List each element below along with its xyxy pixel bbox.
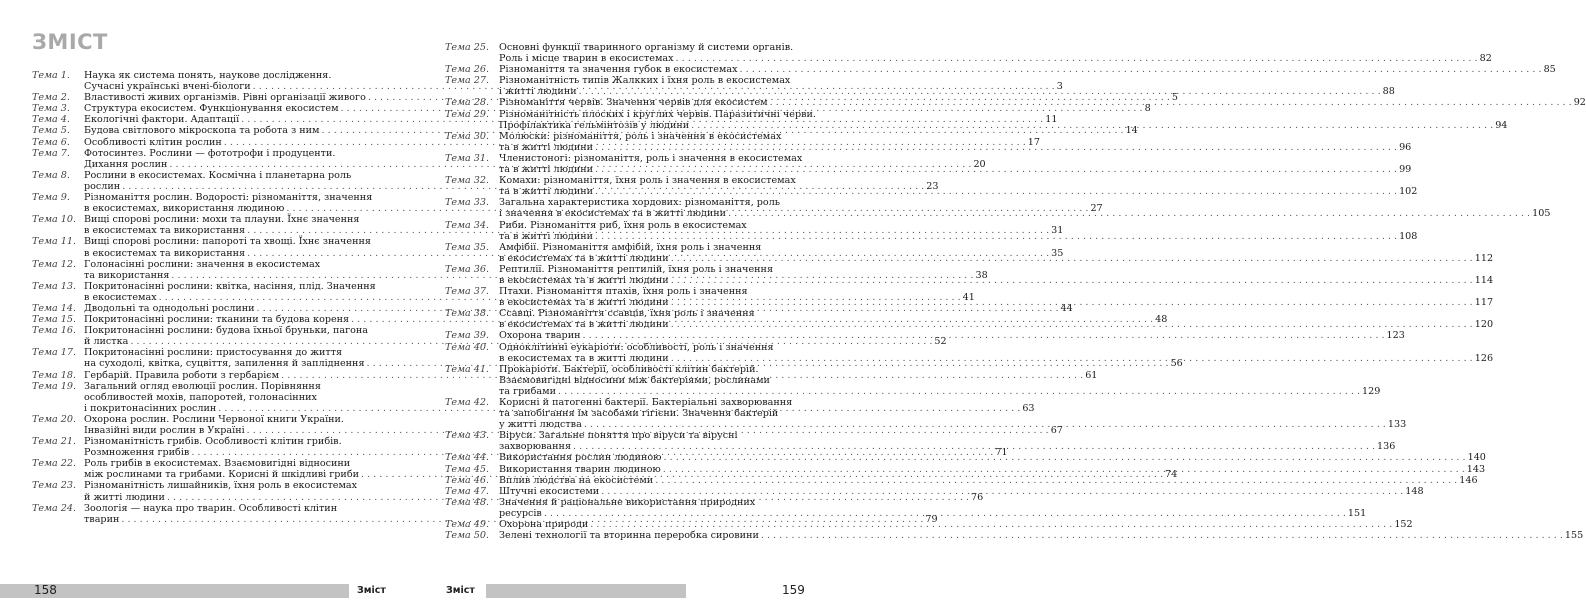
toc-line-text: Різноманіття рослин. Водорості: різноманіття, значення [84, 192, 373, 204]
toc-page-number: 3 [1056, 81, 1063, 93]
toc-page-number: 74 [1165, 469, 1178, 481]
page-number-left: 158 [34, 583, 57, 597]
toc-entry-label: Тема 39. [445, 330, 490, 342]
footer-title-right: Зміст [446, 585, 475, 596]
toc-page-number: 17 [1027, 136, 1040, 148]
toc-entry-line [499, 530, 1584, 542]
toc-entry-label: Тема 12. [32, 258, 77, 270]
toc-entry-label: Тема 46. [445, 474, 490, 486]
toc-entry-label: Тема 45. [445, 463, 490, 475]
toc-page-number: 23 [926, 180, 939, 192]
toc-entry [445, 530, 1584, 542]
toc-line-text: Штучні екосистеми [499, 485, 600, 497]
toc-entry-label: Тема 33. [445, 197, 490, 209]
toc-line-text: Рослини в екосистемах. Космічна і планетарна роль [84, 169, 352, 181]
toc-entry-line [499, 430, 772, 441]
toc-line-text: Птахи. Різноманіття птахів, їхня роль і значення [499, 286, 748, 298]
toc-line-text: в екосистемах та використання [84, 247, 246, 259]
dot-leader [768, 97, 1574, 108]
toc-line-text: Віруси. Загальне поняття про віруси та вірусні [499, 430, 738, 442]
dot-leader [759, 530, 1565, 541]
toc-line-text: в екосистемах та в житті людини [499, 352, 669, 364]
toc-entry-label: Тема 19. [32, 380, 77, 392]
toc-line-text: Покритонасінні рослини: будова їхньої бруньки, пагона [84, 325, 369, 337]
toc-line-text: у житті людства [499, 419, 582, 431]
toc-entry [445, 42, 1492, 65]
toc-page-number: 88 [1382, 86, 1395, 98]
dot-leader [556, 386, 1362, 397]
toc-line-text: Покритонасінні рослини: пристосування до життя [84, 347, 343, 359]
toc-entry-line [84, 503, 370, 514]
toc-page-number: 11 [1045, 114, 1058, 126]
toc-entry-line [499, 86, 1395, 98]
toc-entry-label: Тема 31. [445, 152, 490, 164]
toc-entry-line [84, 480, 370, 491]
toc-page-number: 146 [1459, 474, 1478, 486]
toc-line-text: Охорона тварин [499, 330, 581, 342]
toc-line-text: Значення й раціональне використання природних [499, 496, 756, 508]
toc-page-number: 67 [1050, 425, 1063, 436]
toc-entry-line [84, 170, 370, 181]
toc-entry-label: Тема 3. [32, 103, 70, 115]
toc-entry-label: Тема 47. [445, 485, 490, 497]
toc-line-text: Використання тварин людиною [499, 463, 661, 475]
toc-entry-label: Тема 21. [32, 436, 77, 448]
toc-entry-label: Тема 36. [445, 263, 490, 275]
toc-page-number: 52 [934, 336, 947, 348]
toc-entry-label: Тема 22. [32, 458, 77, 470]
toc-line-text: і житті людини [499, 86, 577, 98]
dot-leader [689, 120, 1495, 131]
toc-line-text: та в житті людини [499, 164, 594, 176]
toc-line-text: Рептилії. Різноманіття рептилій, їхня роль і значення [499, 263, 774, 275]
toc-page-number: 133 [1387, 419, 1407, 431]
toc-entry-label: Тема 24. [32, 502, 77, 514]
toc-page-number: 143 [1466, 463, 1486, 475]
toc-line-text: в екосистемах [84, 291, 157, 303]
toc-entry-label: Тема 15. [32, 314, 77, 326]
dot-leader [669, 319, 1475, 330]
toc-page-number: 85 [1543, 64, 1556, 76]
toc-line-text: Різноманітність грибів. Особливості клітин грибів. [84, 436, 342, 448]
toc-line-text: Основні функції тваринного організму й системи органів. [499, 42, 794, 53]
dot-leader [738, 64, 1544, 75]
toc-entry-line [84, 392, 370, 403]
dot-leader [669, 353, 1475, 364]
toc-line-text: Ссавці. Різноманіття ссавців, їхня роль і значення [499, 308, 755, 320]
toc-entry-line [499, 286, 772, 297]
toc-entry-label: Тема 48. [445, 496, 490, 508]
toc-line-text: Наука як система понять, наукове дослідження. [84, 70, 332, 81]
toc-line-text: ресурсів [499, 507, 542, 519]
toc-line-text: Загальна характеристика хордових: різноманіття, роль [499, 197, 781, 209]
toc-line-text: тварин [84, 513, 120, 525]
toc-line-text: в екосистемах та в житті людини [499, 319, 669, 331]
toc-entry-line [499, 397, 793, 408]
toc-entry-line [84, 458, 370, 469]
toc-entry-line [499, 42, 794, 53]
toc-entry [445, 75, 1395, 98]
toc-entry-line [499, 75, 791, 87]
footer-title-left: Зміст [357, 585, 386, 596]
toc-entry-line [499, 108, 816, 120]
toc-entry-label: Тема 6. [32, 136, 70, 148]
toc-line-text: Молюски: різноманіття, роль і значення в екосистемах [499, 130, 782, 142]
toc-page-number: 76 [970, 491, 984, 503]
dot-leader [581, 330, 1387, 341]
toc-entry-label: Тема 49. [445, 519, 490, 531]
toc-entry-label: Тема 27. [445, 75, 490, 87]
toc-entry-line [499, 364, 772, 375]
toc-entry-label: Тема 10. [32, 214, 77, 226]
toc-line-text: Структура екосистем. Функціонування екосистем [84, 103, 339, 115]
toc-entry-label: Тема 9. [32, 192, 70, 204]
toc-entry-text [499, 97, 1586, 109]
toc-page-number: 92 [1573, 97, 1586, 109]
toc-page-number: 5 [1171, 92, 1179, 104]
toc-page-number: 14 [1125, 125, 1138, 137]
toc-entry-line [84, 148, 370, 159]
toc-entry-label: Тема 25. [445, 42, 490, 53]
toc-entry-line [499, 220, 772, 231]
toc-page-number: 148 [1405, 485, 1424, 497]
toc-entry-line [499, 130, 782, 142]
dot-leader [593, 231, 1399, 242]
toc-line-text: Інвазійні види рослин в Україні [84, 425, 245, 436]
toc-line-text: Прокаріоти. Бактерії, особливості клітин бактерій. [499, 363, 759, 375]
footer-bar-right [486, 584, 686, 598]
toc-entry-line [499, 242, 772, 253]
toc-entry-text [499, 75, 1395, 98]
toc-line-text: Покритонасінні рослини: квітка, насіння, плід. Значення [84, 280, 376, 292]
toc-entry-label: Тема 8. [32, 169, 70, 181]
toc-entry-line [84, 381, 370, 392]
toc-entry-line [84, 436, 370, 447]
toc-line-text: Будова світлового мікроскопа та робота з ним [84, 125, 320, 137]
toc-line-text: та запобігання їм засобами гігієни. Значення бактерій [499, 408, 779, 420]
toc-entry-line [84, 414, 370, 425]
toc-entry-line [499, 342, 772, 353]
toc-line-text: Вплив людства на екосистеми [499, 474, 654, 486]
toc-line-text: Фотосинтез. Рослини — фототрофи і продуценти. [84, 147, 336, 159]
toc-entry-label: Тема 41. [445, 363, 490, 375]
toc-page-number: 20 [973, 158, 986, 170]
toc-entry-line [499, 308, 772, 319]
toc-entry-line [499, 152, 803, 164]
dot-leader [669, 253, 1475, 264]
toc-line-text: Покритонасінні рослини: тканини та будова кореня [84, 314, 350, 326]
toc-line-text: Різноманітність типів Жалкких і їхня роль в екосистемах [499, 75, 791, 87]
toc-entry-label: Тема 13. [32, 280, 77, 292]
toc-line-text: Різноманітність лишайників, їхня роль в екосистемах [84, 480, 358, 492]
toc-line-text: Зоологія — наука про тварин. Особливості клітин [84, 502, 338, 514]
toc-line-text: Різноманіття та значення губок в екосистемах [499, 64, 738, 76]
toc-page-number: 48 [1155, 314, 1168, 326]
toc-entry-line [84, 347, 370, 358]
dot-leader [588, 519, 1394, 530]
toc-line-text: Гербарій. Правила роботи з гербарієм [84, 369, 280, 381]
toc-entry-label: Тема 18. [32, 369, 77, 381]
toc-entry-line [84, 214, 370, 225]
toc-entry-label: Тема 43. [445, 430, 490, 442]
toc-line-text: Членистоногі: різноманіття, роль і значення в екосистемах [499, 152, 803, 164]
toc-page-number: 140 [1467, 452, 1486, 464]
toc-line-text: Комахи: різноманіття, їхня роль і значення в екосистемах [499, 175, 796, 187]
toc-entry-line [499, 375, 772, 386]
dot-leader [542, 508, 1348, 519]
toc-entry-label: Тема 50. [445, 530, 490, 542]
toc-line-text: та використання [84, 269, 170, 281]
toc-entry-label: Тема 26. [445, 64, 490, 76]
toc-entry-text [499, 530, 1584, 542]
toc-page-number: 151 [1347, 507, 1367, 519]
toc-entry-line [84, 192, 373, 204]
toc-entry [445, 97, 1586, 109]
dot-leader [593, 142, 1399, 153]
toc-entry-label: Тема 38. [445, 308, 490, 320]
toc-line-text: Особливості клітин рослин [84, 136, 222, 148]
toc-line-text: Дихання рослин [84, 158, 168, 170]
dot-leader [674, 53, 1480, 64]
toc-page-number: 105 [1532, 208, 1551, 220]
toc-entry-line [499, 64, 1556, 76]
toc-line-text: Охорона природи [499, 519, 589, 531]
toc-entry-label: Тема 42. [445, 397, 490, 408]
toc-entry-label: Тема 5. [32, 125, 70, 137]
toc-line-text: Використання рослин людиною [499, 452, 662, 464]
dot-leader [593, 164, 1399, 175]
toc-entry-label: Тема 44. [445, 452, 490, 464]
toc-line-text: на суходолі, квітка, суцвіття, запилення й запліднення [84, 358, 365, 370]
toc-page-number: 41 [962, 291, 975, 303]
toc-line-text: Властивості живих організмів. Рівні організації живого [84, 92, 366, 104]
toc-line-text: Профілактика гельмінтозів у людини [499, 119, 690, 131]
toc-page-number: 114 [1474, 274, 1494, 286]
toc-entry-label: Тема 35. [445, 241, 490, 253]
toc-page-number: 71 [995, 447, 1008, 459]
toc-line-text: рослин [84, 180, 121, 192]
toc-entry-line [84, 325, 370, 336]
toc-line-text: Роль грибів в екосистемах. Взаємовигідні відносини [84, 458, 351, 470]
toc-page-number: 99 [1399, 164, 1412, 176]
dot-leader [577, 86, 1383, 97]
toc-line-text: Взаємовигідні відносини між бактеріями, рослинами [499, 374, 770, 386]
toc-page-number: 96 [1399, 141, 1412, 153]
toc-entry-line [499, 385, 1381, 397]
toc-entry-label: Тема 14. [32, 302, 77, 314]
toc-line-text: в екосистемах та в житті людини [499, 252, 669, 264]
toc-page-number: 8 [1144, 103, 1151, 115]
toc-entry-label: Тема 17. [32, 347, 77, 359]
toc-entry-line [84, 70, 370, 81]
toc-entry-line [499, 264, 772, 275]
toc-entry-label: Тема 37. [445, 286, 490, 298]
toc-entry-label: Тема 1. [32, 70, 70, 81]
dot-leader [726, 208, 1532, 219]
toc-entry-label: Тема 29. [445, 108, 490, 120]
toc-page-number: 123 [1386, 330, 1405, 342]
toc-page-number: 129 [1362, 385, 1381, 397]
toc-entry [445, 241, 1494, 264]
toc-line-text: особливостей мохів, папоротей, голонасінних [84, 391, 317, 403]
toc-entry-label: Тема 30. [445, 130, 490, 142]
toc-line-text: Різноманітність плоских і круглих червів. Паразитичні черви. [499, 108, 816, 120]
toc-line-text: в екосистемах та використання [84, 225, 246, 237]
toc-line-text: та в житті людини [499, 230, 594, 242]
toc-line-text: Риби. Різноманіття риб, їхня роль в екосистемах [499, 219, 747, 231]
toc-entry-label: Тема 2. [32, 92, 70, 104]
dot-leader [599, 486, 1405, 497]
toc-entry-line [84, 280, 376, 292]
toc-line-text: й листка [84, 336, 129, 348]
toc-line-text: Загальний огляд еволюції рослин. Порівняння [84, 380, 321, 392]
page-number-right: 159 [782, 583, 805, 597]
toc-entry-line [499, 97, 1586, 109]
toc-line-text: Амфібії. Різноманіття амфібій, їхня роль і значення [499, 241, 762, 253]
toc-line-text: Вищі спорові рослини: мохи та плауни. Їхнє значення [84, 214, 360, 226]
toc-entry-line [84, 236, 370, 247]
toc-line-text: Дводольні та однодольні рослини [84, 302, 255, 314]
toc-line-text: Розмноження грибів [84, 447, 190, 459]
toc-line-text: та грибами [499, 385, 556, 397]
toc-entry-line [499, 197, 781, 209]
toc-line-text: між рослинами та грибами. Корисні й шкідливі гриби [84, 469, 359, 481]
toc-page-number: 44 [1060, 302, 1073, 314]
toc-line-text: і значення в екосистемах та в житті людини [499, 208, 727, 220]
toc-page-number: 102 [1399, 186, 1418, 198]
dot-leader [661, 464, 1467, 475]
toc-line-text: в екосистемах та в житті людини [499, 297, 669, 309]
toc-entry-line [499, 408, 779, 420]
toc-page-number: 61 [1085, 369, 1098, 381]
toc-line-text: Корисні й патогенні бактерії. Бактеріальні захворювання [499, 397, 793, 408]
dot-leader [582, 419, 1388, 430]
toc-line-text: і покритонасінних рослин [84, 402, 217, 414]
toc-line-text: Одноклітинні еукаріоти: особливості, роль і значення [499, 341, 774, 353]
toc-page-number: 112 [1474, 252, 1494, 264]
toc-entry-label: Тема 20. [32, 413, 77, 425]
toc-page-number: 79 [925, 513, 938, 525]
toc-page-number: 117 [1474, 297, 1494, 309]
toc-entry-line [84, 259, 370, 270]
toc-entry-text [499, 64, 1556, 76]
toc-entry-line [499, 175, 796, 187]
dot-leader [593, 186, 1399, 197]
toc-line-text: та в житті людини [499, 186, 594, 198]
toc-line-text: Голонасінні рослини: значення в екосистемах [84, 258, 321, 270]
toc-line-text: Роль і місце тварин в екосистемах [499, 53, 674, 65]
toc-page-number: 136 [1377, 441, 1396, 453]
toc-entry-label: Тема 16. [32, 325, 77, 337]
dot-leader [571, 441, 1377, 452]
toc-entry-line [499, 497, 772, 508]
toc-line-text: в екосистемах, використання людиною [84, 203, 285, 215]
toc-line-text: й житті людини [84, 491, 165, 503]
toc-entry-label: Тема 34. [445, 219, 490, 231]
toc-page-number: 31 [1051, 225, 1064, 237]
toc-entry-label: Тема 28. [445, 97, 490, 109]
toc-entry-label: Тема 7. [32, 147, 70, 159]
dot-leader [653, 475, 1459, 486]
dot-leader [669, 275, 1475, 286]
dot-leader [662, 452, 1468, 463]
dot-leader [669, 297, 1475, 308]
toc-page-number: 38 [975, 269, 988, 281]
toc-page-number: 27 [1090, 203, 1103, 215]
toc-page-number: 155 [1564, 530, 1584, 542]
toc-entry [445, 64, 1556, 76]
toc-page-number: 56 [1170, 358, 1183, 370]
toc-entry-label: Тема 23. [32, 480, 77, 492]
toc-line-text: та в житті людини [499, 141, 594, 153]
toc-entry-label: Тема 32. [445, 175, 490, 187]
toc-line-text: Сучасні українські вчені-біологи [84, 81, 251, 93]
toc-page-number: 152 [1394, 519, 1413, 531]
toc-page-number: 82 [1479, 53, 1492, 65]
toc-line-text: захворювання [499, 441, 571, 453]
toc-entry-line [499, 53, 1492, 65]
toc-page-number: 63 [1022, 402, 1035, 414]
toc-entry-text [499, 42, 1492, 65]
toc-heading: ЗМІСТ [32, 30, 108, 54]
toc-line-text: Різноманіття червів. Значення червів для екосистем [499, 97, 768, 109]
toc-page-number: 108 [1399, 230, 1418, 242]
toc-line-text: Охорона рослин. Рослини Червоної книги України. [84, 413, 344, 425]
toc-line-text: в екосистемах та в житті людини [499, 274, 669, 286]
toc-entry-label: Тема 4. [32, 114, 70, 126]
toc-page-number: 120 [1474, 319, 1494, 331]
toc-line-text: Зелені технології та вторинна переробка сировини [499, 530, 759, 542]
toc-line-text: Екологічні фактори. Адаптації [84, 114, 240, 126]
toc-page-number: 35 [1051, 247, 1064, 259]
toc-entry-label: Тема 11. [32, 236, 77, 248]
toc-line-text: Вищі спорові рослини: папороті та хвощі. Їхнє значення [84, 236, 371, 248]
toc-page-number: 94 [1495, 119, 1508, 131]
toc-page-number: 126 [1474, 352, 1494, 364]
toc-entry-label: Тема 40. [445, 341, 490, 353]
